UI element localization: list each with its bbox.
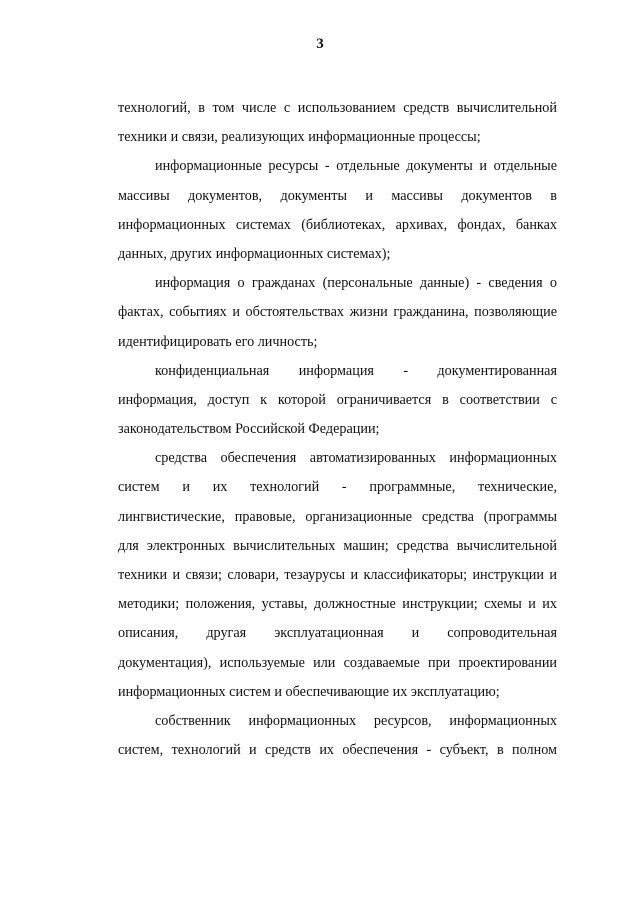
text-line: документация), используемые или создаваемые при проектировании <box>118 654 557 671</box>
text-line: информация о гражданах (персональные данные) - сведения о <box>155 275 557 292</box>
text-line: средства обеспечения автоматизированных информационных <box>155 450 557 467</box>
text-line: массивы документов, документы и массивы документов в <box>118 187 557 204</box>
text-line: собственник информационных ресурсов, информационных <box>155 712 557 729</box>
text-line: для электронных вычислительных машин; средства вычислительной <box>118 537 557 554</box>
text-line: техники и связи; словари, тезаурусы и классификаторы; инструкции и <box>118 567 557 583</box>
text-line: технологий, в том числе с использованием средств вычислительной <box>118 100 557 116</box>
text-line: информация, доступ к которой ограничивается в соответствии с <box>118 391 557 408</box>
text-line: информационных систем и обеспечивающие их эксплуатацию; <box>118 683 500 700</box>
text-line: законодательством Российской Федерации; <box>118 421 380 438</box>
text-line: методики; положения, уставы, должностные инструкции; схемы и их <box>118 596 557 613</box>
body-text <box>118 94 557 765</box>
text-line: лингвистические, правовые, организационные средства (программы <box>118 508 557 525</box>
text-line: фактах, событиях и обстоятельствах жизни гражданина, позволяющие <box>118 304 557 321</box>
text-line: систем, технологий и средств их обеспечения - субъект, в полном <box>118 742 557 759</box>
text-line: техники и связи, реализующих информационные процессы; <box>118 129 481 146</box>
text-line: данных, других информационных системах); <box>118 245 391 262</box>
text-line: описания, другая эксплуатационная и сопроводительная <box>118 625 557 642</box>
text-line: идентифицировать его личность; <box>118 333 318 350</box>
page-number: 3 <box>316 36 324 52</box>
text-line: информационных системах (библиотеках, архивах, фондах, банках <box>118 216 557 233</box>
text-line: конфиденциальная информация - документированная <box>155 362 557 379</box>
text-line: систем и их технологий - программные, технические, <box>118 479 557 496</box>
text-line: информационные ресурсы - отдельные документы и отдельные <box>155 158 557 175</box>
